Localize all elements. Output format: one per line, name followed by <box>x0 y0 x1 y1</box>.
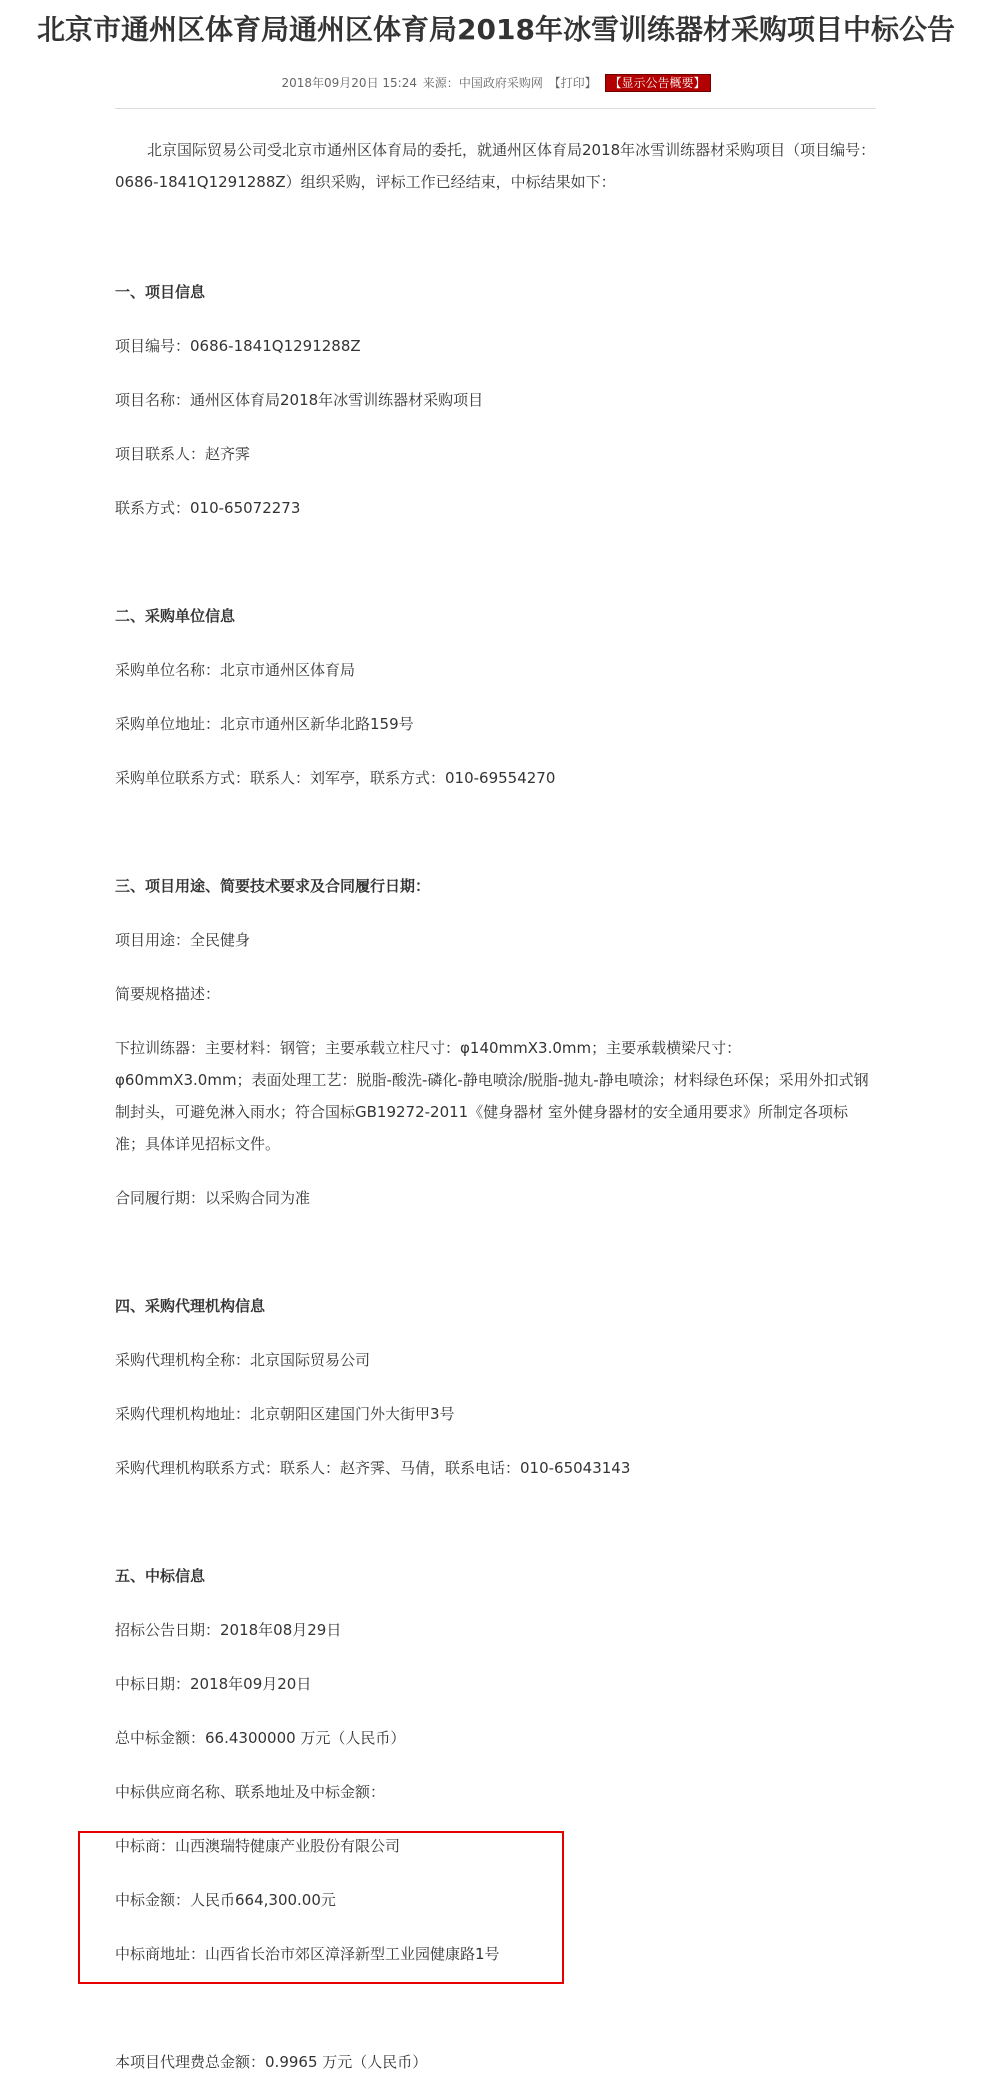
tender-date: 招标公告日期：2018年08月29日 <box>115 1621 342 1639</box>
section-heading-purchaser-info: 二、采购单位信息 <box>115 607 236 625</box>
supplier-info-label: 中标供应商名称、联系地址及中标金额： <box>115 1783 386 1801</box>
page-title: 北京市通州区体育局通州区体育局2018年冰雪训练器材采购项目中标公告 <box>37 13 955 46</box>
show-summary-button[interactable]: 【显示公告概要】 <box>605 74 711 92</box>
purchaser-contact: 采购单位联系方式：联系人：刘军亭，联系方式：010-69554270 <box>115 769 556 787</box>
winning-supplier-address: 中标商地址：山西省长治市郊区漳泽新型工业园健康路1号 <box>115 1945 500 1963</box>
project-name: 项目名称：通州区体育局2018年冰雪训练器材采购项目 <box>115 391 484 409</box>
section-heading-agency-info: 四、采购代理机构信息 <box>115 1297 266 1315</box>
section-heading-usage: 三、项目用途、简要技术要求及合同履行日期： <box>115 877 431 895</box>
source-label: 来源： <box>422 76 459 90</box>
project-phone: 联系方式：010-65072273 <box>115 499 301 517</box>
project-usage: 项目用途：全民健身 <box>115 931 251 949</box>
publish-datetime: 2018年09月20日 15:24 <box>281 76 417 90</box>
winning-amount: 中标金额：人民币664,300.00元 <box>115 1891 336 1909</box>
meta-line <box>0 74 992 92</box>
print-link[interactable]: 【打印】 <box>548 76 597 90</box>
intro-paragraph: 北京国际贸易公司受北京市通州区体育局的委托，就通州区体育局2018年冰雪训练器材采购项目（项目编号：0686-1841Q1291288Z）组织采购，评标工作已经结束，中标结果如下： <box>115 141 876 191</box>
source-name: 中国政府采购网 <box>458 76 543 90</box>
project-contact: 项目联系人：赵齐霁 <box>115 445 251 463</box>
spec-label: 简要规格描述： <box>115 985 221 1003</box>
agency-name: 采购代理机构全称：北京国际贸易公司 <box>115 1351 371 1369</box>
award-date: 中标日期：2018年09月20日 <box>115 1675 312 1693</box>
purchaser-address: 采购单位地址：北京市通州区新华北路159号 <box>115 715 414 733</box>
project-number: 项目编号：0686-1841Q1291288Z <box>115 337 361 355</box>
purchaser-name: 采购单位名称：北京市通州区体育局 <box>115 661 356 679</box>
agency-contact: 采购代理机构联系方式：联系人：赵齐霁、马倩，联系电话：010-65043143 <box>115 1459 631 1477</box>
spec-description: 下拉训练器：主要材料：钢管；主要承载立柱尺寸：φ140mmX3.0mm；主要承载横梁尺寸：φ60mmX3.0mm；表面处理工艺：脱脂-酸洗-磷化-静电喷涂/脱脂-抛丸-静电喷涂；材料绿色环保；采用外扣式钢制封头，可避免淋入雨水；符合国标GB19272-2011《健身器材 室外健身器材的安全通用要求》所制定各项标准；具体详见招标文件。 <box>115 1039 869 1153</box>
title-divider <box>115 108 876 109</box>
agency-address: 采购代理机构地址：北京朝阳区建国门外大街甲3号 <box>115 1405 455 1423</box>
contract-period: 合同履行期：以采购合同为准 <box>115 1189 311 1207</box>
section-heading-project-info: 一、项目信息 <box>115 283 206 301</box>
agency-fee-total: 本项目代理费总金额：0.9965 万元（人民币） <box>115 2053 428 2071</box>
total-award-amount: 总中标金额：66.4300000 万元（人民币） <box>115 1729 406 1747</box>
winning-supplier: 中标商：山西澳瑞特健康产业股份有限公司 <box>115 1837 401 1855</box>
section-heading-award-info: 五、中标信息 <box>115 1567 206 1585</box>
